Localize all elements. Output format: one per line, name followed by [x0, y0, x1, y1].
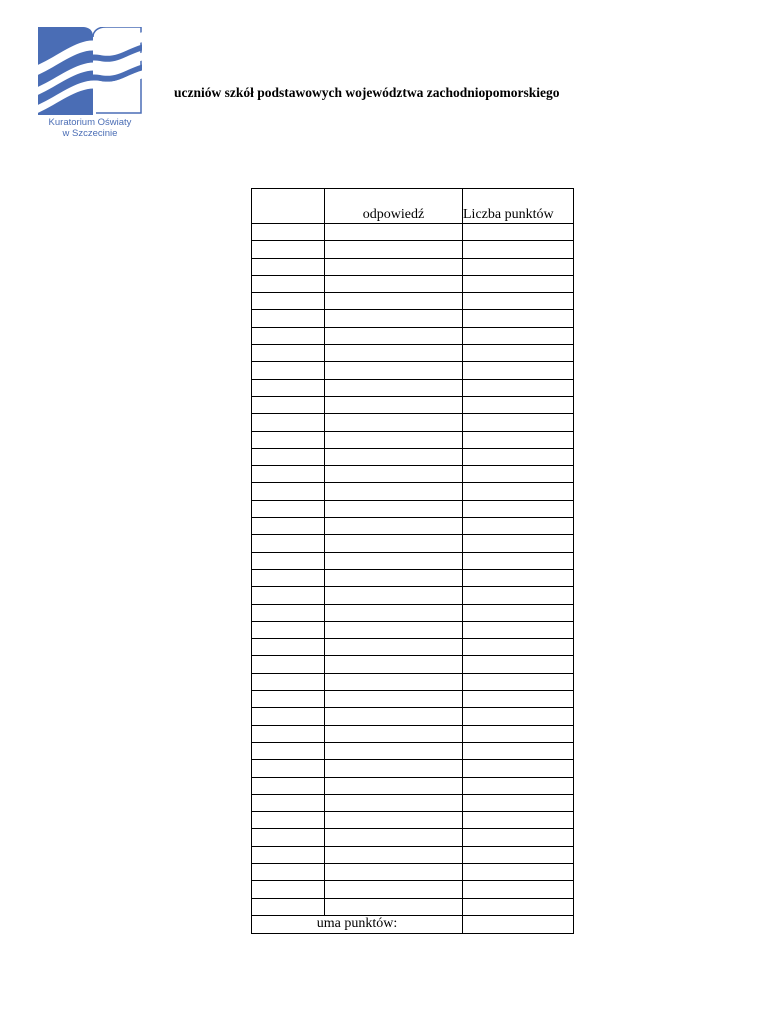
table-row	[252, 639, 574, 656]
table-row	[252, 327, 574, 344]
answer-cell[interactable]	[325, 569, 463, 586]
table-row	[252, 812, 574, 829]
answer-cell[interactable]	[325, 396, 463, 413]
sum-label: uma punktów:	[252, 915, 463, 933]
sum-value-cell[interactable]	[463, 915, 574, 933]
table-row	[252, 742, 574, 759]
points-cell[interactable]	[463, 310, 574, 327]
points-cell[interactable]	[463, 881, 574, 898]
logo-emblem	[38, 27, 142, 115]
answer-cell[interactable]	[325, 708, 463, 725]
number-cell[interactable]	[252, 691, 325, 708]
header-number	[252, 189, 325, 224]
table-row	[252, 258, 574, 275]
points-cell[interactable]	[463, 293, 574, 310]
number-cell[interactable]	[252, 310, 325, 327]
table-row	[252, 500, 574, 517]
points-cell[interactable]	[463, 448, 574, 465]
table-row	[252, 708, 574, 725]
points-cell[interactable]	[463, 224, 574, 241]
points-cell[interactable]	[463, 673, 574, 690]
points-cell[interactable]	[463, 518, 574, 535]
number-cell[interactable]	[252, 777, 325, 794]
points-cell[interactable]	[463, 379, 574, 396]
number-cell[interactable]	[252, 794, 325, 811]
number-cell[interactable]	[252, 760, 325, 777]
document-title: uczniów szkół podstawowych województwa zachodniopomorskiego	[174, 85, 560, 100]
table-row	[252, 829, 574, 846]
table-row	[252, 656, 574, 673]
table-row	[252, 604, 574, 621]
answer-cell[interactable]	[325, 327, 463, 344]
points-cell[interactable]	[463, 327, 574, 344]
table-row	[252, 345, 574, 362]
points-cell[interactable]	[463, 587, 574, 604]
table-row	[252, 396, 574, 413]
points-cell[interactable]	[463, 829, 574, 846]
answer-cell[interactable]	[325, 691, 463, 708]
table-row	[252, 846, 574, 863]
answer-cell[interactable]	[325, 639, 463, 656]
number-cell[interactable]	[252, 362, 325, 379]
table-row	[252, 310, 574, 327]
table-row	[252, 863, 574, 880]
answer-cell[interactable]	[325, 742, 463, 759]
number-cell[interactable]	[252, 656, 325, 673]
answer-cell[interactable]	[325, 604, 463, 621]
number-cell[interactable]	[252, 863, 325, 880]
points-cell[interactable]	[463, 604, 574, 621]
table-row	[252, 362, 574, 379]
answer-cell[interactable]	[325, 863, 463, 880]
number-cell[interactable]	[252, 569, 325, 586]
points-cell[interactable]	[463, 639, 574, 656]
number-cell[interactable]	[252, 639, 325, 656]
table-row	[252, 587, 574, 604]
points-cell[interactable]	[463, 483, 574, 500]
answer-table	[251, 188, 574, 934]
table-row	[252, 673, 574, 690]
points-cell[interactable]	[463, 396, 574, 413]
answer-cell[interactable]	[325, 466, 463, 483]
answer-cell[interactable]	[325, 414, 463, 431]
answer-cell[interactable]	[325, 448, 463, 465]
number-cell[interactable]	[252, 396, 325, 413]
number-cell[interactable]	[252, 293, 325, 310]
answer-cell[interactable]	[325, 362, 463, 379]
sum-row	[252, 915, 574, 933]
points-cell[interactable]	[463, 258, 574, 275]
table-row	[252, 777, 574, 794]
points-cell[interactable]	[463, 846, 574, 863]
number-cell[interactable]	[252, 275, 325, 292]
logo-text-line1: Kuratorium Oświaty	[48, 117, 132, 128]
answer-cell[interactable]	[325, 898, 463, 915]
points-cell[interactable]	[463, 760, 574, 777]
answer-cell[interactable]	[325, 431, 463, 448]
table-row	[252, 293, 574, 310]
table-row	[252, 379, 574, 396]
answer-cell[interactable]	[325, 673, 463, 690]
points-cell[interactable]	[463, 500, 574, 517]
answer-cell[interactable]	[325, 258, 463, 275]
table-row	[252, 431, 574, 448]
number-cell[interactable]	[252, 466, 325, 483]
number-cell[interactable]	[252, 587, 325, 604]
answer-cell[interactable]	[325, 483, 463, 500]
answer-cell[interactable]	[325, 293, 463, 310]
number-cell[interactable]	[252, 431, 325, 448]
answer-cell[interactable]	[325, 518, 463, 535]
table-row	[252, 414, 574, 431]
points-cell[interactable]	[463, 569, 574, 586]
points-cell[interactable]	[463, 466, 574, 483]
number-cell[interactable]	[252, 483, 325, 500]
number-cell[interactable]	[252, 327, 325, 344]
table-row	[252, 794, 574, 811]
number-cell[interactable]	[252, 224, 325, 241]
table-row	[252, 535, 574, 552]
number-cell[interactable]	[252, 345, 325, 362]
points-cell[interactable]	[463, 414, 574, 431]
points-cell[interactable]	[463, 691, 574, 708]
points-cell[interactable]	[463, 708, 574, 725]
points-cell[interactable]	[463, 345, 574, 362]
table-row	[252, 760, 574, 777]
number-cell[interactable]	[252, 500, 325, 517]
answer-cell[interactable]	[325, 621, 463, 638]
table-row	[252, 241, 574, 258]
answer-cell[interactable]	[325, 275, 463, 292]
table-row	[252, 466, 574, 483]
points-cell[interactable]	[463, 812, 574, 829]
points-cell[interactable]	[463, 362, 574, 379]
table-row	[252, 881, 574, 898]
points-cell[interactable]	[463, 275, 574, 292]
number-cell[interactable]	[252, 414, 325, 431]
number-cell[interactable]	[252, 812, 325, 829]
number-cell[interactable]	[252, 742, 325, 759]
number-cell[interactable]	[252, 518, 325, 535]
points-cell[interactable]	[463, 535, 574, 552]
table-row	[252, 691, 574, 708]
answer-cell[interactable]	[325, 224, 463, 241]
number-cell[interactable]	[252, 725, 325, 742]
points-cell[interactable]	[463, 777, 574, 794]
points-cell[interactable]	[463, 241, 574, 258]
number-cell[interactable]	[252, 379, 325, 396]
answer-rows	[252, 224, 574, 916]
number-cell[interactable]	[252, 535, 325, 552]
points-cell[interactable]	[463, 794, 574, 811]
answer-cell[interactable]	[325, 310, 463, 327]
header-points: Liczba punktów	[463, 189, 574, 224]
number-cell[interactable]	[252, 846, 325, 863]
answer-cell[interactable]	[325, 241, 463, 258]
answer-cell[interactable]	[325, 656, 463, 673]
table-row	[252, 275, 574, 292]
answer-cell[interactable]	[325, 829, 463, 846]
points-cell[interactable]	[463, 552, 574, 569]
number-cell[interactable]	[252, 829, 325, 846]
table-row	[252, 552, 574, 569]
table-row	[252, 483, 574, 500]
answer-cell[interactable]	[325, 345, 463, 362]
answer-cell[interactable]	[325, 812, 463, 829]
answer-cell[interactable]	[325, 552, 463, 569]
answer-cell[interactable]	[325, 881, 463, 898]
points-cell[interactable]	[463, 725, 574, 742]
points-cell[interactable]	[463, 742, 574, 759]
answer-cell[interactable]	[325, 794, 463, 811]
points-cell[interactable]	[463, 656, 574, 673]
kuratorium-logo	[38, 27, 142, 143]
answer-table-header	[252, 189, 574, 224]
number-cell[interactable]	[252, 673, 325, 690]
points-cell[interactable]	[463, 898, 574, 915]
number-cell[interactable]	[252, 552, 325, 569]
table-row	[252, 898, 574, 915]
number-cell[interactable]	[252, 604, 325, 621]
answer-cell[interactable]	[325, 777, 463, 794]
table-row	[252, 224, 574, 241]
header-answer: odpowiedź	[325, 189, 463, 224]
table-row	[252, 569, 574, 586]
number-cell[interactable]	[252, 881, 325, 898]
number-cell[interactable]	[252, 708, 325, 725]
answer-cell[interactable]	[325, 500, 463, 517]
answer-cell[interactable]	[325, 760, 463, 777]
answer-cell[interactable]	[325, 725, 463, 742]
logo-text-line2: w Szczecinie	[62, 128, 118, 139]
number-cell[interactable]	[252, 258, 325, 275]
answer-cell[interactable]	[325, 587, 463, 604]
table-row	[252, 621, 574, 638]
table-row	[252, 448, 574, 465]
answer-cell[interactable]	[325, 379, 463, 396]
points-cell[interactable]	[463, 863, 574, 880]
number-cell[interactable]	[252, 621, 325, 638]
number-cell[interactable]	[252, 898, 325, 915]
points-cell[interactable]	[463, 621, 574, 638]
answer-cell[interactable]	[325, 846, 463, 863]
answer-cell[interactable]	[325, 535, 463, 552]
number-cell[interactable]	[252, 241, 325, 258]
table-row	[252, 518, 574, 535]
table-row	[252, 725, 574, 742]
points-cell[interactable]	[463, 431, 574, 448]
number-cell[interactable]	[252, 448, 325, 465]
